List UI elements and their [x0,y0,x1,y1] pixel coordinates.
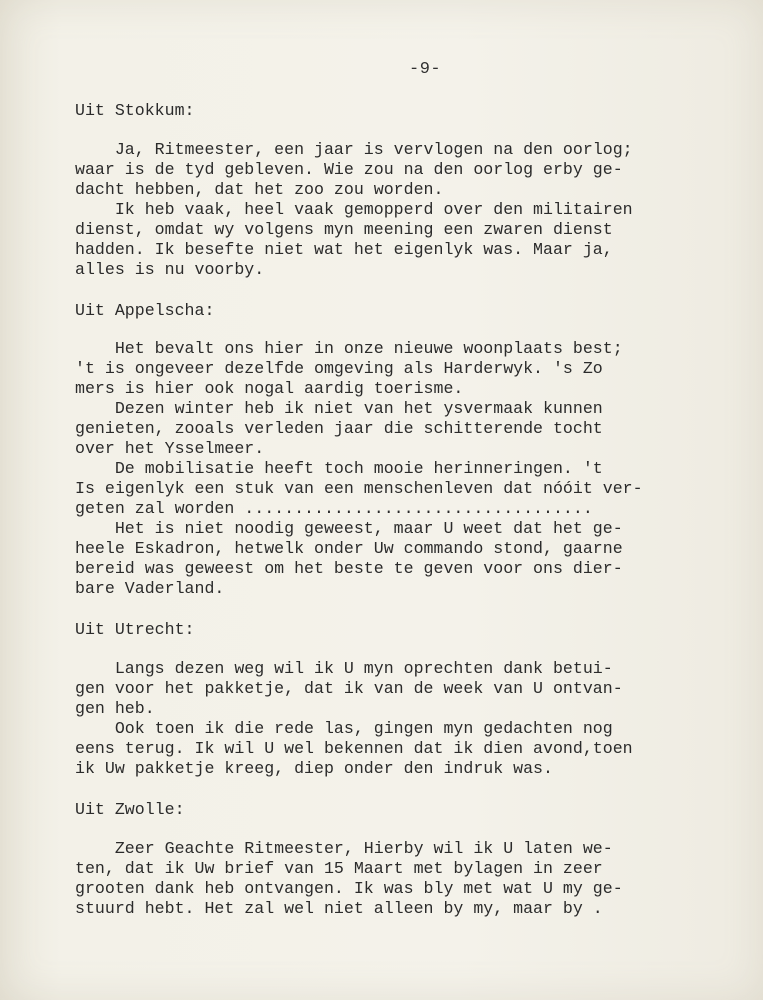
section-heading: Uit Appelscha: [75,301,215,320]
section-heading: Uit Stokkum: [75,101,195,120]
text-line: bare Vaderland. [75,579,225,598]
section-heading: Uit Utrecht: [75,620,195,639]
text-line: Ja, Ritmeester, een jaar is vervlogen na den oorlog; [75,140,633,159]
text-line: ik Uw pakketje kreeg, diep onder den indruk was. [75,759,553,778]
section-utrecht [75,620,760,779]
text-line: Zeer Geachte Ritmeester, Hierby wil ik U laten we- [75,839,613,858]
text-line: gen voor het pakketje, dat ik van de week van U ontvan- [75,679,623,698]
text-line: eens terug. Ik wil U wel bekennen dat ik dien avond,toen [75,739,633,758]
section-stokkum [75,101,760,280]
text-line: hadden. Ik besefte niet wat het eigenlyk was. Maar ja, [75,240,613,259]
text-line: heele Eskadron, hetwelk onder Uw commando stond, gaarne [75,539,623,558]
text-line: dienst, omdat wy volgens myn meening een zwaren dienst [75,220,613,239]
text-line: waar is de tyd gebleven. Wie zou na den oorlog erby ge- [75,160,623,179]
text-line: over het Ysselmeer. [75,439,265,458]
text-line: Ook toen ik die rede las, gingen myn gedachten nog [75,719,613,738]
text-line: mers is hier ook nogal aardig toerisme. [75,379,464,398]
text-line: Dezen winter heb ik niet van het ysvermaak kunnen [75,399,603,418]
section-zwolle [75,800,760,919]
text-line: ten, dat ik Uw brief van 15 Maart met bylagen in zeer [75,859,603,878]
text-line: grooten dank heb ontvangen. Ik was bly met wat U my ge- [75,879,623,898]
text-line: genieten, zooals verleden jaar die schitterende tocht [75,419,603,438]
text-line: 't is ongeveer dezelfde omgeving als Harderwyk. 's Zo [75,359,603,378]
text-line: dacht hebben, dat het zoo zou worden. [75,180,444,199]
text-line: Is eigenlyk een stuk van een menschenleven dat nóóit ver- [75,479,643,498]
text-line: bereid was geweest om het beste te geven voor ons dier- [75,559,623,578]
letter-body [75,101,760,919]
section-appelscha [75,301,760,599]
text-line: Langs dezen weg wil ik U myn oprechten dank betui- [75,659,613,678]
text-line: Ik heb vaak, heel vaak gemopperd over den militairen [75,200,633,219]
page-number: -9- [409,60,442,79]
section-heading: Uit Zwolle: [75,800,185,819]
text-line: alles is nu voorby. [75,260,265,279]
text-line: stuurd hebt. Het zal wel niet alleen by my, maar by . [75,899,603,918]
text-line: Het bevalt ons hier in onze nieuwe woonplaats best; [75,339,623,358]
text-line: Het is niet noodig geweest, maar U weet dat het ge- [75,519,623,538]
text-line: De mobilisatie heeft toch mooie herinneringen. 't [75,459,603,478]
text-line: geten zal worden ................................... [75,499,593,518]
text-line: gen heb. [75,699,155,718]
